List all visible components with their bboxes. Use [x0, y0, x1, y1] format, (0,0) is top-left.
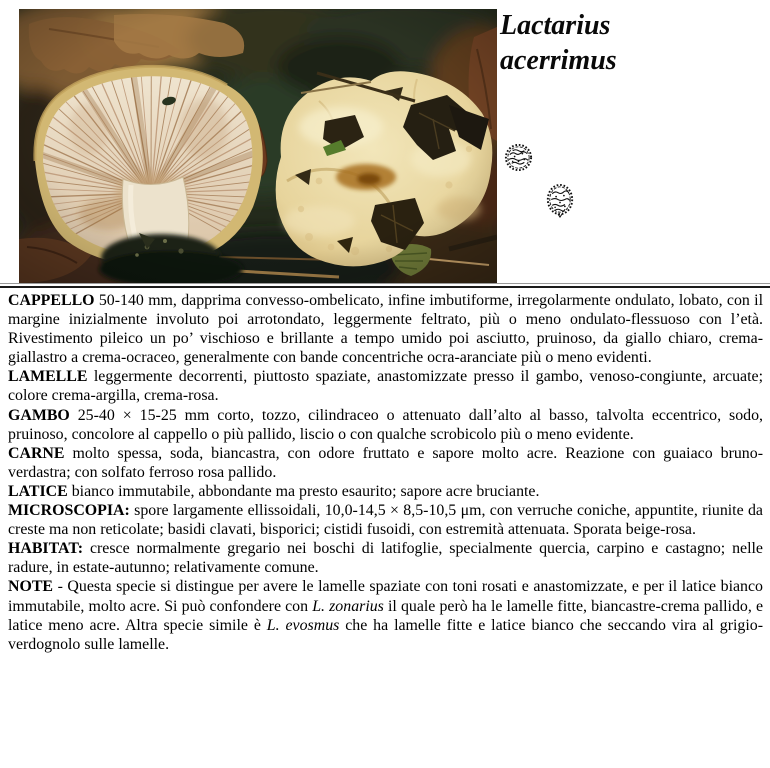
section-text: spore largamente ellissoidali, 10,0-14,5 × 8,5-10,5 μm, con verruche coniche, appuntite, riunite da creste ma non reticolate; basidi clavati, bisporici; cistidi fusoidi, con estremità attenuata. Sporata beige-rosa.	[8, 502, 763, 539]
section-text: che ha lamelle fitte e latice bianco che seccando vira al grigio-verdognolo sulle lamelle.	[8, 616, 763, 653]
section-label: CAPPELLO	[8, 292, 95, 309]
mushroom-photo	[19, 9, 497, 283]
section-lamelle	[8, 367, 763, 405]
section-label: NOTE	[8, 578, 54, 596]
section-latice	[8, 482, 763, 501]
section-text: molto spessa, soda, biancastra, con odore fruttato e sapore molto acre. Reazione con guaiaco bruno-verdastra; con solfato ferroso rosa pallido.	[8, 444, 763, 481]
species-genus: Lactarius	[500, 10, 611, 41]
spore-drawing-icon	[503, 142, 534, 178]
section-note	[8, 577, 763, 653]
section-text: leggermente decorrenti, piuttosto spaziate, anastomizzate presso il gambo, venoso-congiunte, arcuate; colore crema-argilla, crema-rosa.	[8, 368, 763, 405]
section-label: CARNE	[8, 444, 65, 462]
spore-drawing-icon	[544, 182, 576, 224]
section-label: MICROSCOPIA:	[8, 502, 130, 520]
description-sections	[0, 291, 770, 654]
species-epithet: acerrimus	[500, 45, 617, 76]
section-label: GAMBO	[8, 406, 70, 424]
section-cappello	[8, 291, 763, 367]
species-title	[500, 8, 760, 78]
section-carne	[8, 444, 763, 482]
species-name: L. zonarius	[312, 597, 384, 615]
section-gambo	[8, 406, 763, 444]
section-text: il quale però ha le lamelle fitte, biancastre-crema pallido, e latice meno acre. Altra specie simile è	[8, 597, 763, 634]
species-name: L. evosmus	[266, 616, 340, 634]
section-label: LAMELLE	[8, 368, 88, 386]
section-text: - Questa specie si distingue per avere le lamelle spaziate con toni rosati e anastomizzate, e per il latice bianco immutabile, molto acre. Si può confondere con	[8, 578, 763, 615]
section-microscopia	[8, 501, 763, 539]
section-text: bianco immutabile, abbondante ma presto esaurito; sapore acre bruciante.	[67, 482, 540, 500]
section-label: HABITAT:	[8, 540, 84, 558]
section-text: cresce normalmente gregario nei boschi di latifoglie, specialmente quercia, carpino e castagno; nelle radure, in estate-autunno; relativamente comune.	[8, 540, 763, 577]
section-label: LATICE	[8, 482, 68, 500]
section-habitat	[8, 539, 763, 577]
section-text: 50-140 mm, dapprima convesso-ombelicato, infine imbutiforme, irregolarmente ondulato, lobato, con il margine inizialmente involuto poi arrotondato, leggermente feltrato, più o meno ondulato-flessuoso con l’età. Rivestimento pileico un po’ vischioso e brillante a tempo umido poi asciutto, pruinoso, da giallo chiaro, crema-giallastro a crema-ocraceo, generalmente con bande concentriche ocra-aranciate più o meno evidenti.	[8, 292, 763, 367]
section-divider	[0, 283, 770, 288]
section-text: 25-40 × 15-25 mm corto, tozzo, cilindraceo o attenuato dall’alto al basso, talvolta eccentrico, sodo, pruinoso, concolore al cappello o più pallido, liscio o con qualche scrobicolo più o meno evidente.	[8, 406, 763, 443]
